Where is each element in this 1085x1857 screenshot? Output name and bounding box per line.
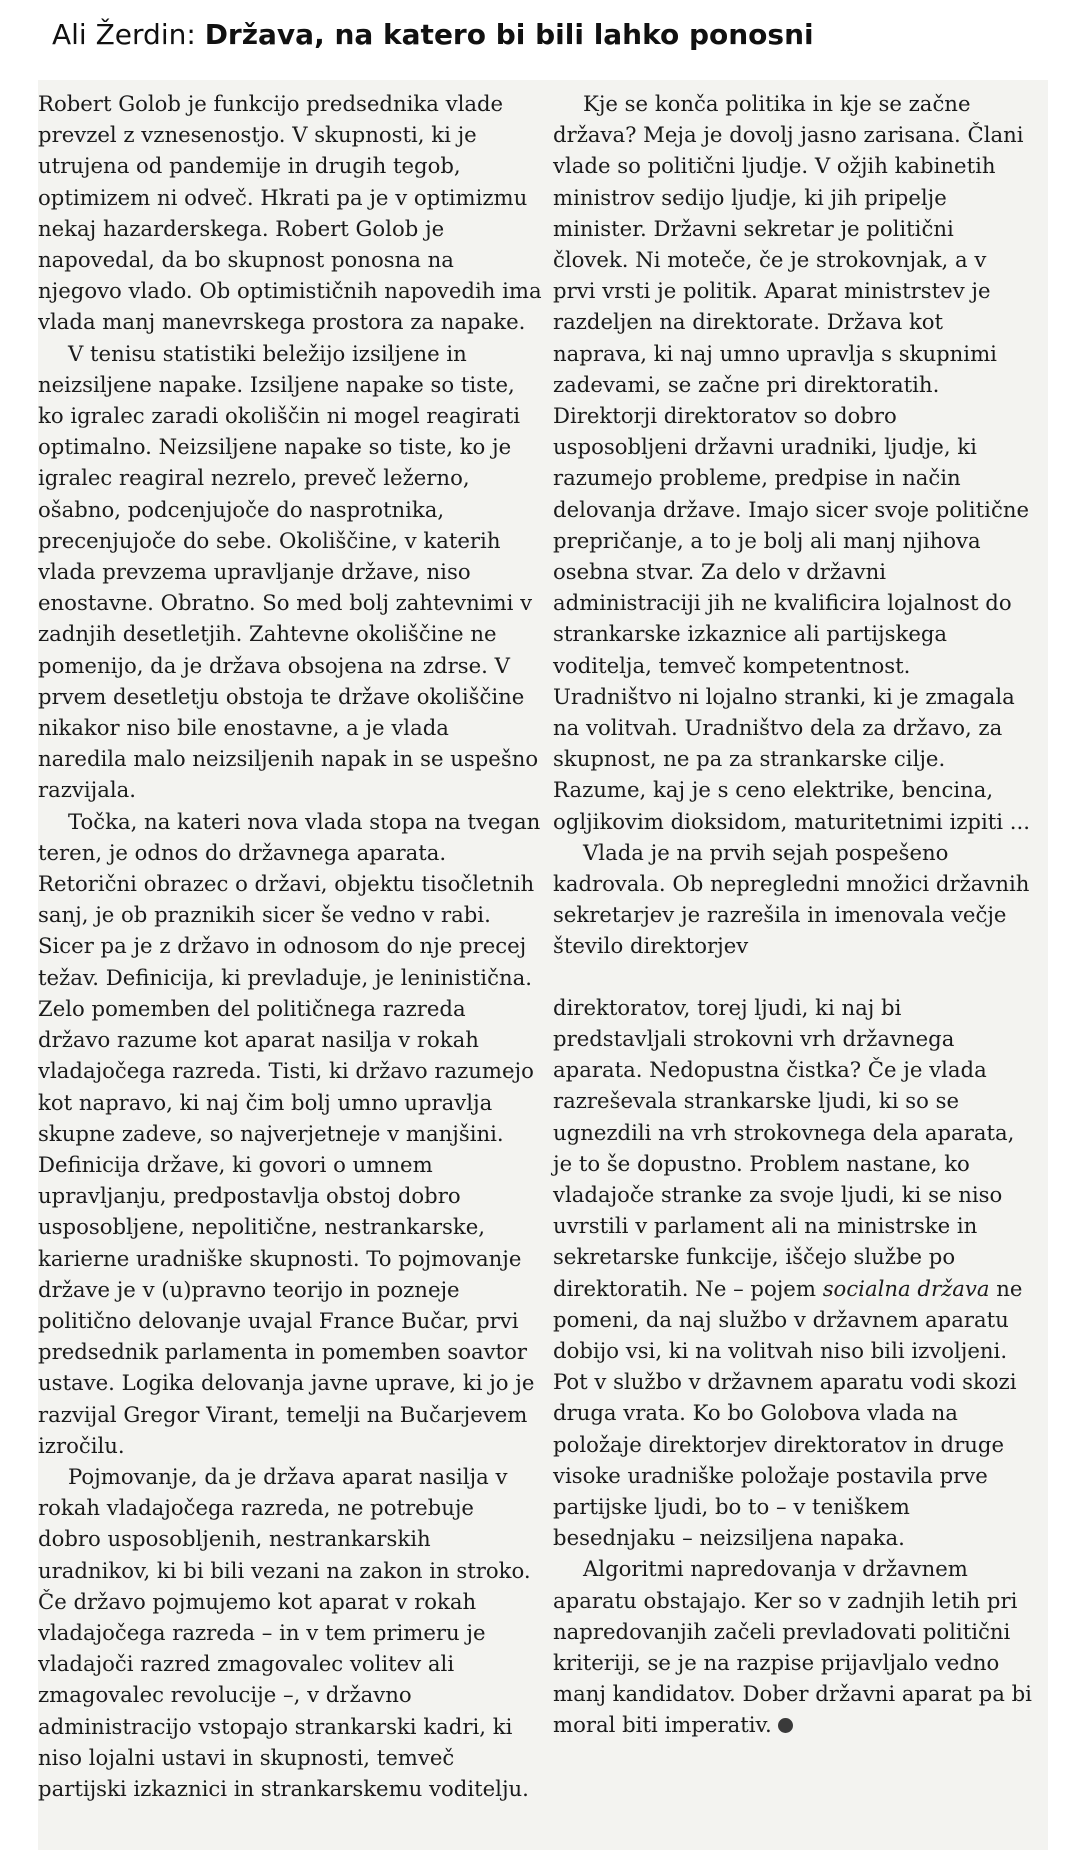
paragraph: Pojmovanje, da je država aparat nasilja v rokah vladajočega razreda, ne potrebuje dobro usposobljenih, nestrankarskih uradnikov, ki bi bili vezani na zakon in stroko. Če državo pojmujemo kot aparat v rokah vladajočega razreda – in v tem primeru je vladajoči razred zmagovalec volitev ali zmagovalec revolucije –, v državno administracijo vstopajo strankarski kadri, ki niso lojalni ustavi in skupnosti, temveč partijski izkaznici in strankarskemu voditelju. [38, 1463, 531, 1801]
article-title: Država, na katero bi bili lahko ponosni [204, 18, 814, 51]
paragraph: Robert Golob je funkcijo predsednika vlade prevzel z vznesenostjo. V skupnosti, ki je utrujena od pandemije in drugih tegob, optimizem ni odveč. Hkrati pa je v optimizmu nekaj hazarderskega. Robert Golob je napovedal, da bo skupnost ponosna na njegovo vlado. Ob optimističnih napovedih ima vlada manj manevrskega prostora za napake. [38, 91, 542, 335]
left-column [38, 88, 543, 1804]
paragraph: Vlada je na prvih sejah pospešeno kadrovala. Ob nepregledni množici državnih sekretarjev je razrešila in imenovala večje število direktorjev [553, 839, 1030, 959]
author-name: Ali Žerdin: [52, 18, 205, 51]
paragraph-text: direktoratov, torej ljudi, ki naj bi predstavljali strokovni vrh državnega aparata. Nedopustna čistka? Če je vlada razreševala strankarske ljudi, ki so se ugnezdili na vrh strokovnega dela aparata, je to še dopustno. Problem nastane, ko vladajoče stranke za svoje ljudi, ki se niso uvrstili v parlament ali na ministrske in sekretarske funkcije, iščejo službe po direktoratih. Ne – pojem [553, 994, 1015, 1301]
paragraph-text: ne pomeni, da naj službo v državnem aparatu dobijo vsi, ki na volitvah niso bili izvoljeni. Pot v službo v državnem aparatu vodi skozi druga vrata. Ko bo Golobova vlada na položaje direktorjev direktoratov in druge visoke uradniške položaje postavila prve partijske ljudi, bo to – v teniškem besednjaku – neizsiljena napaka. [553, 1275, 1023, 1551]
paragraph [553, 1553, 1033, 1740]
end-mark-icon [778, 1718, 793, 1733]
paragraph: Kje se konča politika in kje se začne država? Meja je dovolj jasno zarisana. Člani vlade so politični ljudje. V ožjih kabinetih ministrov sedijo ljudje, ki jih pripelje minister. Državni sekretar je politični človek. Ni moteče, če je strokovnjak, a v prvi vrsti je politik. Aparat ministrstev je razdeljen na direktorate. Država kot naprava, ki naj umno upravlja s skupnimi zadevami, se začne pri direktoratih. Direktorji direktoratov so dobro usposobljeni državni uradniki, ljudje, ki razumejo probleme, predpise in način delovanja države. Imajo sicer svoje politične prepričanje, a to je bolj ali manj njihova osebna stvar. Za delo v državni administraciji jih ne kvalificira lojalnost do strankarske izkaznice ali partijskega voditelja, temveč kompetentnost. Uradništvo ni lojalno stranki, ki je zmagala na volitvah. Uradništvo dela za državo, za skupnost, ne pa za strankarske cilje. Razume, kaj je s ceno elektrike, bencina, ogljikovim dioksidom, maturitetnimi izpiti ... [553, 91, 1030, 834]
article-headline [52, 18, 1052, 51]
newspaper-clipping [38, 80, 1048, 1850]
right-column [553, 88, 1033, 1741]
column-break [553, 962, 1033, 992]
italic-term: socialna država [822, 1275, 990, 1301]
paragraph: Točka, na kateri nova vlada stopa na tvegan teren, je odnos do državnega aparata. Retorični obrazec o državi, objektu tisočletnih sanj, je ob praznikih sicer še vedno v rabi. Sicer pa je z državo in odnosom do nje precej težav. Definicija, ki prevladuje, je leninistična. Zelo pomemben del političnega razreda državo razume kot aparat nasilja v rokah vladajočega razreda. Tisti, ki državo razumejo kot napravo, ki naj čim bolj umno upravlja skupne zadeve, so najverjetneje v manjšini. Definicija države, ki govori o umnem upravljanju, predpostavlja obstoj dobro usposobljene, nepolitične, nestrankarske, karierne uradniške skupnosti. To pojmovanje države je v (u)pravno teorijo in pozneje politično delovanje uvajal France Bučar, prvi predsednik parlamenta in pomemben soavtor ustave. Logika delovanja javne uprave, ki jo je razvijal Gregor Virant, temelji na Bučarjevem izročilu. [38, 808, 541, 1458]
paragraph: V tenisu statistiki beležijo izsiljene in neizsiljene napake. Izsiljene napake so tiste, ko igralec zaradi okoliščin ni mogel reagirati optimalno. Neizsiljene napake so tiste, ko je igralec reagiral nezrelo, preveč ležerno, ošabno, podcenjujoče do nasprotnika, precenjujoče do sebe. Okoliščine, v katerih vlada prevzema upravljanje države, niso enostavne. Obratno. So med bolj zahtevnimi v zadnjih desetletjih. Zahtevne okoliščine ne pomenijo, da je država obsojena na zdrse. V prvem desetletju obstoja te države okoliščine nikakor niso bile enostavne, a je vlada naredila malo neizsiljenih napak in se uspešno razvijala. [38, 340, 539, 803]
paragraph-text: Algoritmi napredovanja v državnem aparatu obstajajo. Ker so v zadnjih letih pri napredovanjih začeli prevladovati politični kriteriji, se je na razpise prijavljalo vedno manj kandidatov. Dober državni aparat pa bi moral biti imperativ. [553, 1556, 1032, 1738]
paragraph [553, 992, 1033, 1554]
